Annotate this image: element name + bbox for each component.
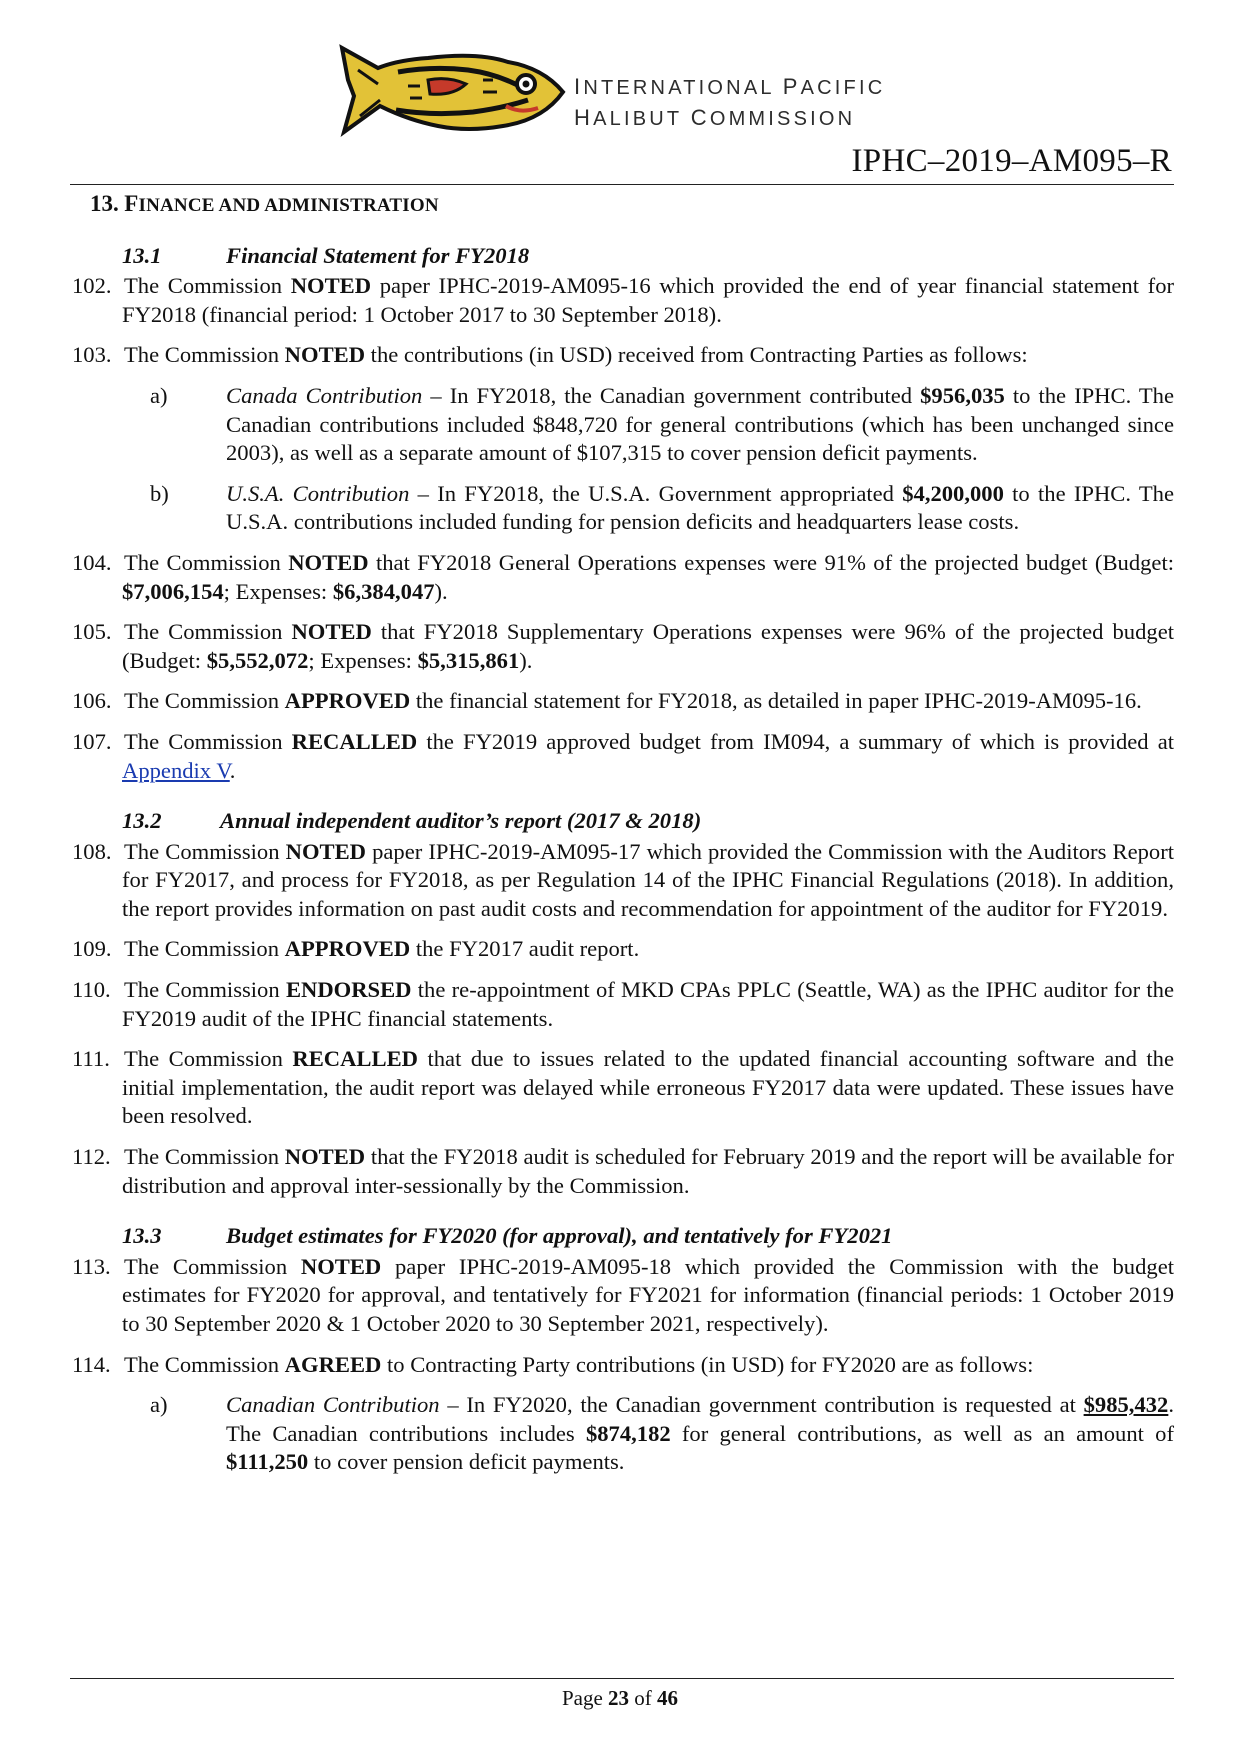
paragraph-number: 113. (72, 1253, 111, 1279)
subsection-title: Annual independent auditor’s report (2017 & 2018) (220, 808, 702, 834)
item-lead: U.S.A. Contribution (226, 480, 410, 506)
keyword: RECALLED (291, 728, 418, 754)
text: The Commission (124, 273, 291, 299)
subsection-heading (122, 807, 1174, 836)
page-content (70, 190, 1174, 1489)
amount: $956,035 (920, 382, 1005, 408)
paragraph-104 (70, 549, 1174, 606)
text: ). (434, 578, 448, 604)
text: paper IPHC-2019-AM095-16 which provided the end of year financial statement for FY2018 (financial period: 1 October 2017 to 30 September 2018). (122, 273, 1175, 327)
paragraph-number: 112. (72, 1144, 111, 1170)
header-rule (70, 184, 1174, 185)
text: to cover pension deficit payments. (308, 1449, 625, 1475)
item-letter: a) (150, 382, 168, 408)
amount: $111,250 (226, 1449, 309, 1475)
text: – In FY2018, the U.S.A. Government appropriated (409, 480, 903, 506)
footer-prefix: Page (561, 1686, 609, 1710)
paragraph-107 (70, 728, 1174, 785)
text: ). (519, 647, 533, 673)
keyword: APPROVED (284, 936, 411, 962)
org-line-2: HALIBUT COMMISSION (574, 105, 856, 130)
amount: $874,182 (585, 1420, 671, 1446)
paragraph-106 (70, 687, 1174, 716)
text: the FY2019 approved budget from IM094, a summary of which is provided at (417, 728, 1175, 754)
amount: $4,200,000 (902, 480, 1004, 506)
text: paper IPHC-2019-AM095-17 which provided the Commission with the Auditors Report for FY2017, and process for FY2018, as per Regulation 14 of the IPHC Financial Regulations (2018). In addition, the report provides information on past audit costs and recommendation for appointment of the auditor for FY2019. (122, 838, 1174, 921)
page-footer (0, 1686, 1240, 1711)
paragraph-113 (70, 1253, 1174, 1339)
paragraph-number: 107. (72, 728, 112, 754)
text: ; Expenses: (308, 647, 418, 673)
footer-rule (70, 1678, 1174, 1679)
subsection-heading (122, 242, 1174, 271)
text: The Commission (124, 1046, 293, 1072)
page-number: 23 (608, 1686, 630, 1710)
text: The Commission (124, 977, 286, 1003)
text: the contributions (in USD) received from Contracting Parties as follows: (365, 342, 1028, 368)
subsection-title: Budget estimates for FY2020 (for approval), and tentatively for FY2021 (226, 1223, 893, 1249)
paragraph-103 (70, 341, 1174, 370)
text: The Commission (124, 1351, 285, 1377)
paragraph-111 (70, 1045, 1174, 1131)
text: The Commission (124, 688, 285, 714)
subsection-number: 13.2 (122, 808, 162, 834)
text: – In FY2018, the Canadian government contributed (422, 382, 921, 408)
subparagraph-114a (70, 1391, 1174, 1477)
paragraph-number: 111. (72, 1046, 110, 1072)
text: The Commission (124, 619, 292, 645)
paragraph-number: 109. (72, 936, 112, 962)
text: to Contracting Party contributions (in USD) for FY2020 are as follows: (381, 1351, 1034, 1377)
text: The Commission (124, 728, 292, 754)
keyword: AGREED (284, 1351, 382, 1377)
amount: $7,006,154 (122, 578, 224, 604)
text: The Commission (124, 838, 286, 864)
keyword: NOTED (285, 838, 366, 864)
keyword: NOTED (291, 619, 372, 645)
keyword: RECALLED (292, 1046, 418, 1072)
subsection-heading (122, 1222, 1174, 1251)
text: the financial statement for FY2018, as detailed in paper IPHC-2019-AM095-16. (410, 688, 1142, 714)
text: that FY2018 General Operations expenses were 91% of the projected budget (Budget: (368, 549, 1174, 575)
text: to the IPHC. The Canadian contributions included $848,720 for general contributions (which has been unchanged since 2003), as well as a separate amount of $107,315 to cover pension deficit payments. (226, 382, 1174, 466)
paragraph-number: 108. (72, 838, 112, 864)
keyword: ENDORSED (285, 977, 412, 1003)
text: the re-appointment of MKD CPAs PPLC (Seattle, WA) as the IPHC auditor for the FY2019 audit of the IPHC financial statements. (122, 977, 1174, 1031)
paragraph-number: 104. (72, 549, 112, 575)
amount: $5,315,861 (417, 647, 520, 673)
paragraph-number: 105. (72, 619, 112, 645)
paragraph-114 (70, 1351, 1174, 1380)
item-letter: b) (150, 480, 169, 506)
text: for general contributions, as well as an amount of (670, 1420, 1174, 1446)
text: The Commission (124, 1144, 285, 1170)
paragraph-109 (70, 935, 1174, 964)
amount: $6,384,047 (332, 578, 435, 604)
footer-of: of (629, 1686, 658, 1710)
text: to the IPHC. The U.S.A. contributions included funding for pension deficits and headquarters lease costs. (226, 480, 1174, 535)
text: – In FY2020, the Canadian government contribution is requested at (439, 1392, 1084, 1418)
document-id: IPHC–2019–AM095–R (851, 143, 1172, 179)
paragraph-number: 106. (72, 688, 112, 714)
keyword: NOTED (288, 549, 369, 575)
subparagraph-103b (70, 480, 1174, 537)
item-lead: Canada Contribution (226, 382, 423, 408)
keyword: NOTED (300, 1253, 382, 1279)
paragraph-number: 103. (72, 342, 112, 368)
section-title: FINANCE AND ADMINISTRATION (124, 191, 439, 216)
text: the FY2017 audit report. (410, 936, 640, 962)
text: that due to issues related to the updated financial accounting software and the initial implementation, the audit report was delayed while erroneous FY2017 data were updated. These issues have been resolved. (122, 1046, 1175, 1129)
text: The Commission (124, 549, 289, 575)
keyword: APPROVED (284, 688, 411, 714)
text: that the FY2018 audit is scheduled for February 2019 and the report will be available for distribution and approval inter-sessionally by the Commission. (122, 1144, 1174, 1198)
paragraph-number: 102. (72, 273, 112, 299)
paragraph-108 (70, 838, 1174, 924)
section-heading (90, 190, 1174, 221)
keyword: NOTED (284, 1144, 366, 1170)
text: that FY2018 Supplementary Operations expenses were 96% of the projected budget (Budget: (122, 619, 1174, 673)
amount: $5,552,072 (206, 647, 309, 673)
paragraph-112 (70, 1143, 1174, 1200)
paragraph-number: 114. (72, 1351, 111, 1377)
subparagraph-103a (70, 382, 1174, 468)
subsection-number: 13.1 (122, 242, 162, 268)
text: . (229, 757, 236, 783)
item-lead: Canadian Contribution (226, 1392, 440, 1418)
paragraph-102 (70, 272, 1174, 329)
iphc-halibut-logo (338, 40, 568, 140)
paragraph-number: 110. (72, 977, 111, 1003)
text: The Commission (124, 936, 285, 962)
item-letter: a) (150, 1392, 168, 1418)
text: The Commission (124, 1253, 301, 1279)
subsection-number: 13.3 (122, 1223, 162, 1249)
org-line-1: INTERNATIONAL PACIFIC (574, 74, 886, 99)
text: The Commission (124, 342, 285, 368)
text: paper IPHC-2019-AM095-18 which provided the Commission with the budget estimates for FY2020 for approval, and tentatively for FY2021 for information (financial periods: 1 October 2019 to 30 September 2020 & 1 October 2020 to 30 September 2021, respectively). (122, 1253, 1175, 1336)
text: ; Expenses: (223, 578, 333, 604)
subsection-title: Financial Statement for FY2018 (226, 242, 530, 268)
section-number: 13. (90, 191, 119, 216)
paragraph-105 (70, 618, 1174, 675)
keyword: NOTED (284, 342, 366, 368)
paragraph-110 (70, 976, 1174, 1033)
organization-name (574, 72, 885, 134)
keyword: NOTED (290, 273, 372, 299)
amount: $985,432 (1083, 1392, 1169, 1418)
page-total: 46 (657, 1686, 679, 1710)
text: . The Canadian contributions includes (226, 1392, 1174, 1446)
appendix-v-link[interactable]: Appendix V (122, 757, 230, 783)
